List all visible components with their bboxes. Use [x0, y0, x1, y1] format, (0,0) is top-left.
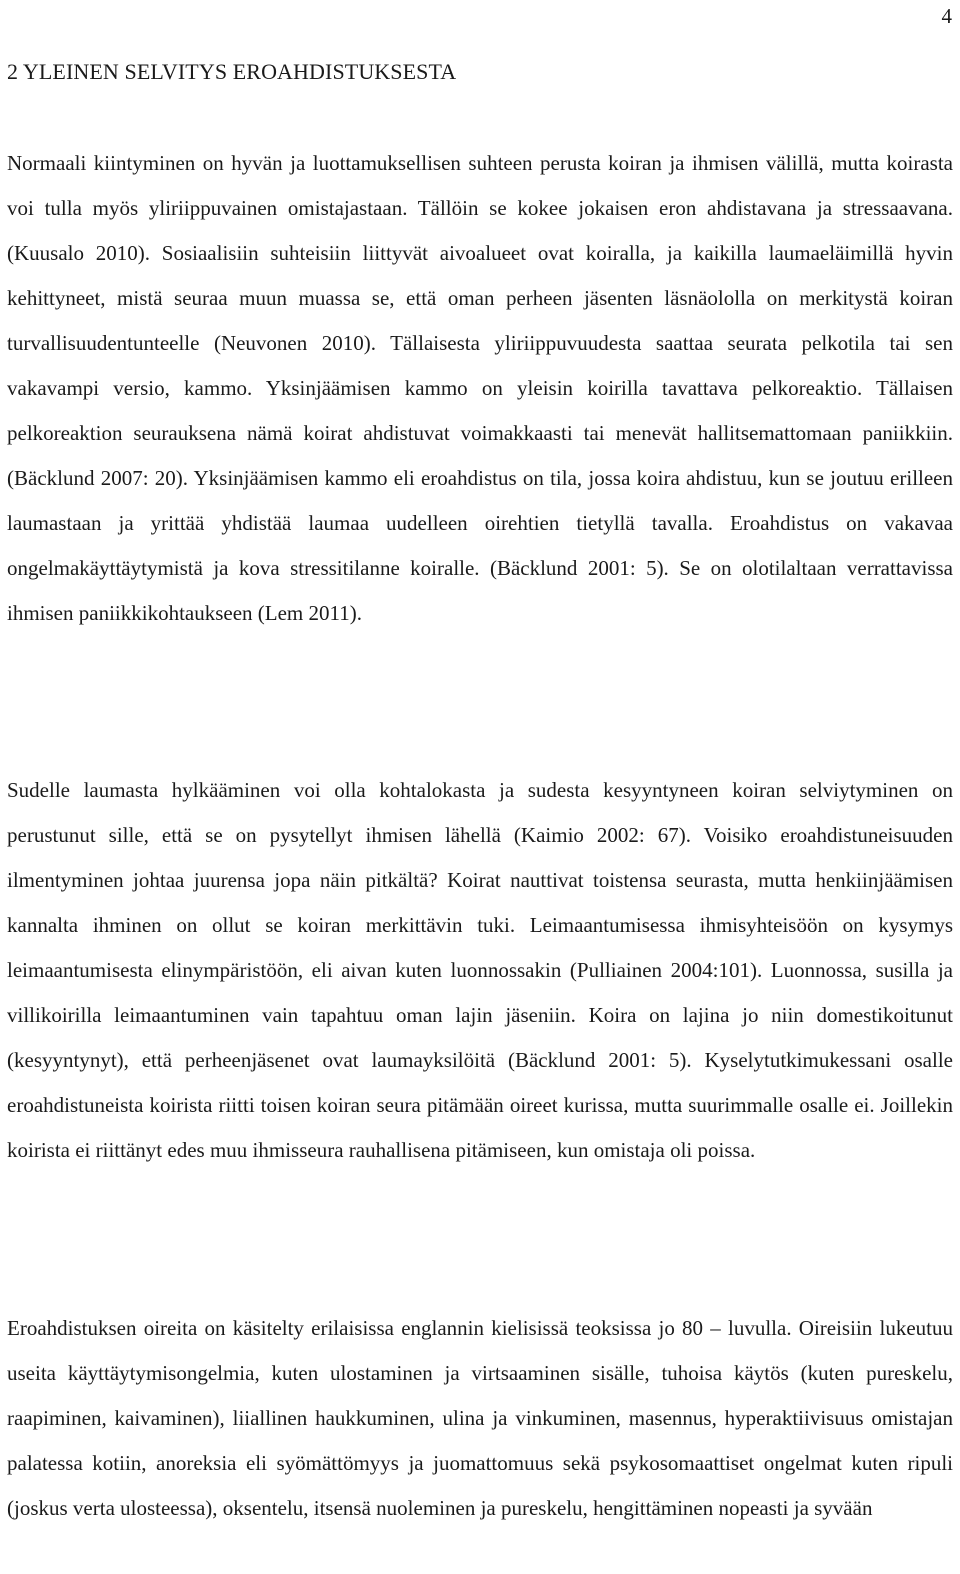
- page-number: 4: [941, 4, 952, 28]
- section-heading: 2 YLEINEN SELVITYS EROAHDISTUKSESTA: [7, 59, 457, 84]
- body-paragraph-1: Normaali kiintyminen on hyvän ja luottamuksellisen suhteen perusta koiran ja ihmisen välillä, mutta koirasta voi tulla myös yliriippuvainen omistajastaan. Tällöin se kokee jokaisen eron ahdistavana ja stressaavana. (Kuusalo 2010). Sosiaalisiin suhteisiin liittyvät aivoalueet ovat koiralla, ja kaikilla laumaeläimillä hyvin kehittyneet, mistä seuraa muun muassa se, että oman perheen jäsenten läsnäololla on merkitystä koiran turvallisuudentunteelle (Neuvonen 2010). Tällaisesta yliriippuvuudesta saattaa seurata pelkotila tai sen vakavampi versio, kammo. Yksinjäämisen kammo on yleisin koirilla tavattava pelkoreaktio. Tällaisen pelkoreaktion seurauksena nämä koirat ahdistuvat voimakkaasti tai menevät hallitsemattomaan paniikkiin. (Bäcklund 2007: 20). Yksinjäämisen kammo eli eroahdistus on tila, jossa koira ahdistuu, kun se joutuu erilleen laumastaan ja yrittää yhdistää laumaa uudelleen oirehtien tietyllä tavalla. Eroahdistus on vakavaa ongelmakäyttäytymistä ja kova stressitilanne koiralle. (Bäcklund 2001: 5). Se on olotilaltaan verrattavissa ihmisen paniikkikohtaukseen (Lem 2011).: [7, 151, 953, 625]
- body-paragraph-3: Eroahdistuksen oireita on käsitelty erilaisissa englannin kielisissä teoksissa jo 80 – luvulla. Oireisiin lukeutuu useita käyttäytymisongelmia, kuten ulostaminen ja virtsaaminen sisälle, tuhoisa käytös (kuten pureskelu, raapiminen, kaivaminen), liiallinen haukkuminen, ulina ja vinkuminen, masennus, hyperaktiivisuus omistajan palatessa kotiin, anoreksia eli syömättömyys ja juomattomuus sekä psykosomaattiset ongelmat kuten ripuli (joskus verta ulosteessa), oksentelu, itsensä nuoleminen ja pureskelu, hengittäminen nopeasti ja syvään: [7, 1316, 953, 1520]
- body-paragraph-2: Sudelle laumasta hylkääminen voi olla kohtalokasta ja sudesta kesyyntyneen koiran selviytyminen on perustunut sille, että se on pysytellyt ihmisen lähellä (Kaimio 2002: 67). Voisiko eroahdistuneisuuden ilmentyminen johtaa juurensa jopa näin pitkältä? Koirat nauttivat toistensa seurasta, mutta henkiinjäämisen kannalta ihminen on ollut se koiran merkittävin tuki. Leimaantumisessa ihmisyhteisöön on kysymys leimaantumisesta elinympäristöön, eli aivan kuten luonnossakin (Pulliainen 2004:101). Luonnossa, susilla ja villikoirilla leimaantuminen vain tapahtuu oman lajin jäseniin. Koira on lajina jo niin domestikoitunut (kesyyntynyt), että perheenjäsenet ovat laumayksilöitä (Bäcklund 2001: 5). Kyselytutkimukessani osalle eroahdistuneista koirista riitti toisen koiran seura pitämään oireet kurissa, mutta suurimmalle osalle ei. Joillekin koirista ei riittänyt edes muu ihmisseura rauhallisena pitämiseen, kun omistaja oli poissa.: [7, 778, 953, 1162]
